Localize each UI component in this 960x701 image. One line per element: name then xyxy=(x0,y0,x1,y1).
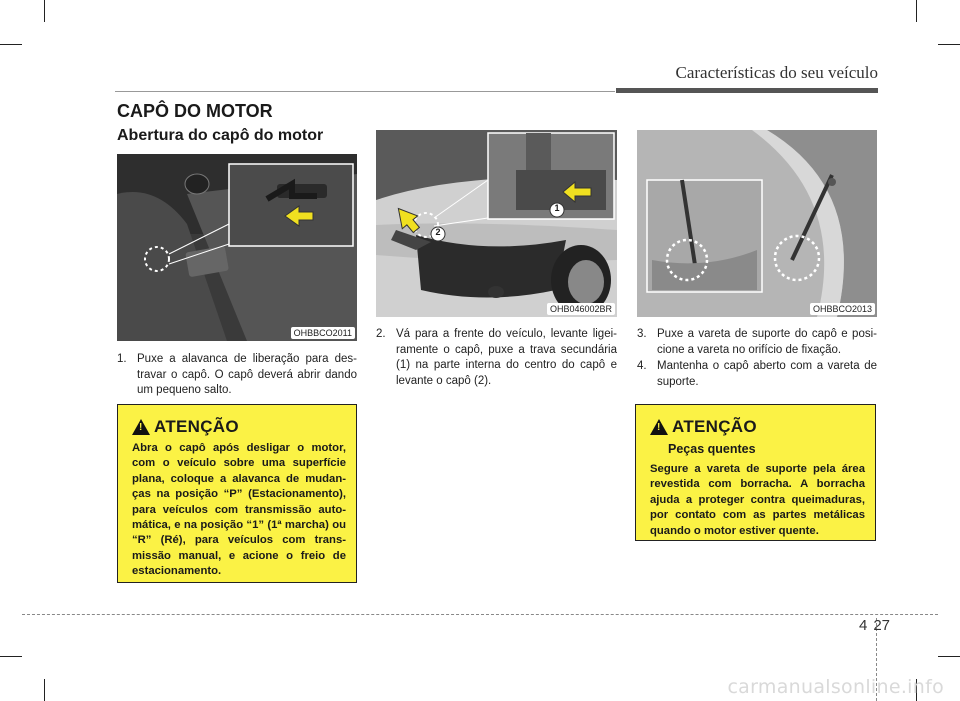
step-1 xyxy=(117,352,357,399)
figure-secondary-latch xyxy=(376,130,617,317)
step-2 xyxy=(376,327,617,389)
step-text: Mantenha o capô aberto com a vareta de suporte. xyxy=(657,360,877,388)
warning-label: ATENÇÃO xyxy=(672,417,757,436)
warning-text: Segure a vareta de suporte pela área revestida com borracha. A borracha ajuda a proteger contra queimaduras, por contato com as partes metálicas quando o motor estiver quente. xyxy=(650,463,865,537)
header-bar xyxy=(616,88,878,93)
figure-code: OHBBCO2013 xyxy=(810,303,875,315)
figure-code: OHBBCO2011 xyxy=(291,327,355,339)
warning-header xyxy=(132,417,239,437)
crop-mark xyxy=(916,0,917,22)
figure-code: OHB046002BR xyxy=(547,303,615,315)
chapter-number: 4 xyxy=(859,617,868,634)
warning-box-hood-opening xyxy=(117,404,357,583)
page-number xyxy=(859,617,890,634)
callout-2: 2 xyxy=(435,227,441,237)
crop-mark xyxy=(938,44,960,45)
section-title: CAPÔ DO MOTOR xyxy=(117,101,273,121)
callout-1: 1 xyxy=(554,203,560,213)
warning-text: Abra o capô após desligar o motor, com o veículo sobre uma superfície plana, coloque a alavanca de mudanças na posição “P” (Estacionamento), para veículos com transmissão automática, e na posição “1” (1ª marcha) ou “R” (Ré), para veículos com transmissão manual, e acione o freio de estacionamento. xyxy=(132,442,346,578)
step-text: Puxe a alavanca de liberação para destravar o capô. O capô deverá abrir dando um pequeno salto. xyxy=(137,353,357,396)
step-3 xyxy=(637,327,877,358)
warning-box-hot-parts xyxy=(635,404,876,541)
figure-hood-release-lever xyxy=(117,154,357,341)
crop-mark xyxy=(44,0,45,22)
crop-mark xyxy=(0,44,22,45)
step-number: 4. xyxy=(637,360,647,372)
crop-mark xyxy=(938,656,960,657)
step-number: 1. xyxy=(117,353,127,365)
step-text: Puxe a vareta de suporte do capô e posicione a vareta no orifício de fixação. xyxy=(657,328,877,356)
section-subtitle: Abertura do capô do motor xyxy=(117,127,324,144)
step-4 xyxy=(637,359,877,390)
step-text: Vá para a frente do veículo, levante ligeiramente o capô, puxe a trava secundária (1) na parte interna do centro do capô e levante o capô (2). xyxy=(396,328,617,387)
warning-triangle-icon: ! xyxy=(650,419,668,435)
warning-label: ATENÇÃO xyxy=(154,417,239,436)
warning-subtitle: Peças quentes xyxy=(668,442,756,456)
warning-triangle-icon: ! xyxy=(132,419,150,435)
watermark: carmanualsonline.info xyxy=(727,676,944,698)
header-rule xyxy=(115,91,615,92)
page-number-value: 27 xyxy=(873,617,891,634)
step-number: 3. xyxy=(637,328,647,340)
warning-header xyxy=(650,417,757,437)
step-number: 2. xyxy=(376,328,386,340)
footer-rule xyxy=(22,614,938,615)
crop-mark xyxy=(44,679,45,701)
chapter-title: Características do seu veículo xyxy=(675,63,878,82)
figure-support-rod xyxy=(637,130,877,317)
crop-mark xyxy=(0,656,22,657)
